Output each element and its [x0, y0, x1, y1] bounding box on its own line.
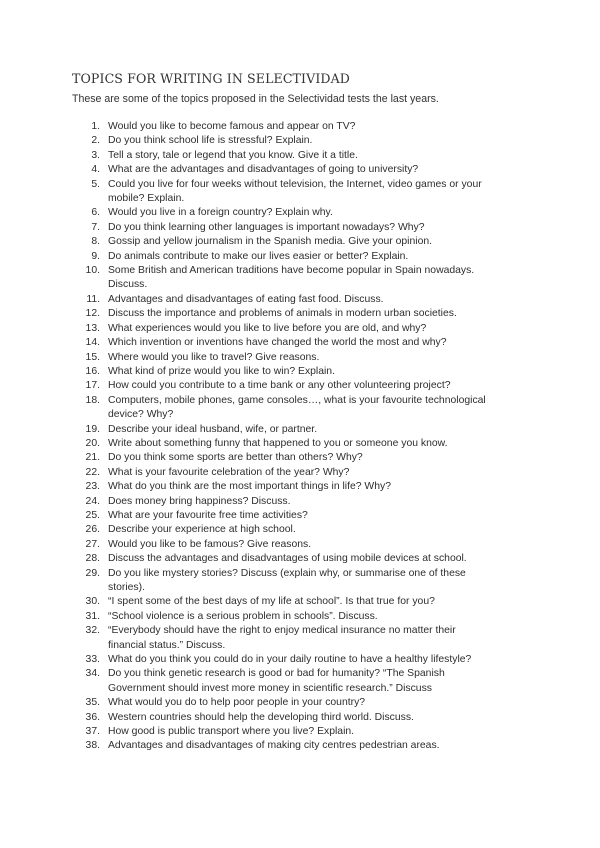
topic-number: 16.	[85, 365, 100, 377]
topic-text: Do you think genetic research is good or bad for humanity? “The Spanish Government should invest more money in scientific research.” Discuss	[108, 668, 445, 694]
topic-number: 34.	[85, 668, 100, 680]
topic-text: Would you like to become famous and appear on TV?	[108, 121, 356, 132]
topic-item	[0, 250, 490, 264]
topic-number: 35.	[85, 697, 100, 709]
topic-text: How good is public transport where you live? Explain.	[108, 726, 355, 738]
topic-number: 6.	[91, 207, 100, 219]
topic-item	[0, 235, 490, 249]
topic-item	[0, 739, 490, 753]
topic-item	[0, 509, 490, 523]
topic-text: What do you think you could do in your daily routine to have a healthy lifestyle?	[108, 654, 472, 666]
topic-item	[0, 725, 490, 739]
topic-number: 32.	[85, 625, 100, 637]
topic-number: 29.	[85, 567, 100, 579]
topic-item	[0, 653, 490, 667]
topic-number: 31.	[85, 610, 100, 622]
topic-text: Which invention or inventions have changed the world the most and why?	[108, 337, 447, 349]
topic-item	[0, 567, 490, 596]
topic-text: What experiences would you like to live before you are old, and why?	[108, 322, 427, 334]
topic-number: 14.	[85, 337, 100, 349]
topic-text: Western countries should help the developing third world. Discuss.	[108, 711, 414, 723]
topic-text: What are the advantages and disadvantages of going to university?	[108, 164, 419, 176]
topic-number: 11.	[86, 293, 100, 305]
topic-item	[0, 711, 490, 725]
topic-text: Tell a story, tale or legend that you know. Give it a title.	[108, 149, 358, 161]
topic-number: 37.	[85, 726, 100, 738]
topic-text: Describe your experience at high school.	[108, 524, 296, 536]
topic-number: 8.	[91, 236, 100, 248]
topic-item	[0, 451, 490, 465]
topic-number: 10.	[85, 265, 100, 277]
topic-text: Advantages and disadvantages of eating fast food. Discuss.	[108, 293, 384, 305]
topic-text: What is your favourite celebration of the year? Why?	[108, 466, 350, 478]
topic-item	[0, 120, 490, 134]
topic-item	[0, 206, 490, 220]
topic-number: 18.	[85, 394, 100, 406]
topic-item	[0, 307, 490, 321]
topic-text: What are your favourite free time activities?	[108, 509, 308, 521]
topic-text: Do you think learning other languages is important nowadays? Why?	[108, 221, 425, 233]
topic-item	[0, 696, 490, 710]
topic-item	[0, 365, 490, 379]
topic-item	[0, 221, 490, 235]
topic-item	[0, 149, 490, 163]
topic-text: What kind of prize would you like to win? Explain.	[108, 365, 335, 377]
topic-item	[0, 610, 490, 624]
topic-number: 25.	[85, 509, 100, 521]
topic-text: Discuss the advantages and disadvantages of using mobile devices at school.	[108, 553, 467, 565]
topic-number: 21.	[85, 452, 100, 464]
topic-number: 23.	[85, 481, 100, 493]
topic-text: Computers, mobile phones, game consoles…, what is your favourite technological device? Why?	[108, 394, 486, 421]
topic-item	[0, 379, 490, 393]
topic-text: Does money bring happiness? Discuss.	[108, 495, 291, 507]
topic-text: Would you live in a foreign country? Explain why.	[108, 207, 333, 219]
topic-number: 20.	[85, 437, 100, 449]
topic-item	[0, 264, 490, 293]
topic-number: 30.	[85, 596, 100, 608]
topic-item	[0, 293, 490, 307]
topic-number: 1.	[91, 121, 100, 132]
topic-item	[0, 595, 490, 609]
topic-text: “Everybody should have the right to enjoy medical insurance no matter their financial status.” Discuss.	[108, 625, 456, 651]
topic-item	[0, 480, 490, 494]
document-title: TOPICS FOR WRITING IN SELECTIVIDAD	[72, 71, 350, 86]
topic-list	[0, 120, 600, 754]
topic-number: 19.	[85, 423, 100, 435]
topic-text: Gossip and yellow journalism in the Spanish media. Give your opinion.	[108, 236, 433, 248]
topic-text: Could you live for four weeks without television, the Internet, video games or your mobile? Explain.	[108, 178, 482, 205]
topic-text: Do you think some sports are better than others? Why?	[108, 452, 363, 464]
topic-item	[0, 437, 490, 451]
topic-item	[0, 336, 490, 350]
topic-number: 4.	[91, 164, 100, 176]
topic-item	[0, 552, 490, 566]
topic-text: What do you think are the most important things in life? Why?	[108, 481, 391, 493]
topic-number: 3.	[91, 149, 100, 161]
topic-text: Some British and American traditions have become popular in Spain nowadays. Discuss.	[108, 265, 475, 291]
topic-number: 13.	[85, 322, 100, 334]
topic-item	[0, 394, 490, 423]
topic-text: Do animals contribute to make our lives easier or better? Explain.	[108, 250, 409, 262]
document-intro: These are some of the topics proposed in the Selectividad tests the last years.	[72, 93, 439, 105]
topic-number: 5.	[91, 178, 100, 190]
topic-number: 28.	[85, 553, 100, 565]
topic-item	[0, 538, 490, 552]
topic-text: Advantages and disadvantages of making city centres pedestrian areas.	[108, 740, 440, 752]
topic-text: Where would you like to travel? Give reasons.	[108, 351, 320, 363]
topic-item	[0, 163, 490, 177]
topic-text: Do you like mystery stories? Discuss (explain why, or summarise one of these stories).	[108, 567, 466, 593]
topic-text: What would you do to help poor people in your country?	[108, 697, 366, 709]
topic-item	[0, 423, 490, 437]
topic-text: Write about something funny that happened to you or someone you know.	[108, 437, 448, 449]
topic-item	[0, 624, 490, 653]
topic-text: Would you like to be famous? Give reasons.	[108, 538, 312, 550]
topic-text: “I spent some of the best days of my life at school”. Is that true for you?	[108, 596, 435, 608]
topic-item	[0, 667, 490, 696]
topic-number: 38.	[85, 740, 100, 752]
topic-item	[0, 466, 490, 480]
topic-item	[0, 495, 490, 509]
topic-number: 33.	[85, 654, 100, 666]
topic-item	[0, 178, 490, 207]
topic-text: Describe your ideal husband, wife, or partner.	[108, 423, 318, 435]
topic-number: 9.	[91, 250, 100, 262]
topic-number: 7.	[91, 221, 100, 233]
topic-item	[0, 134, 490, 148]
topic-text: Discuss the importance and problems of animals in modern urban societies.	[108, 308, 457, 320]
topic-item	[0, 351, 490, 365]
topic-number: 22.	[85, 466, 100, 478]
topic-number: 36.	[85, 711, 100, 723]
topic-number: 27.	[85, 538, 100, 550]
topic-number: 17.	[85, 380, 100, 392]
topic-number: 15.	[85, 351, 100, 363]
topic-number: 26.	[85, 524, 100, 536]
topic-number: 24.	[85, 495, 100, 507]
topic-text: “School violence is a serious problem in schools”. Discuss.	[108, 610, 378, 622]
topic-item	[0, 322, 490, 336]
topic-number: 12.	[85, 308, 100, 320]
topic-item	[0, 523, 490, 537]
topic-text: Do you think school life is stressful? Explain.	[108, 135, 313, 147]
topic-number: 2.	[91, 135, 100, 147]
topic-text: How could you contribute to a time bank or any other volunteering project?	[108, 380, 451, 392]
